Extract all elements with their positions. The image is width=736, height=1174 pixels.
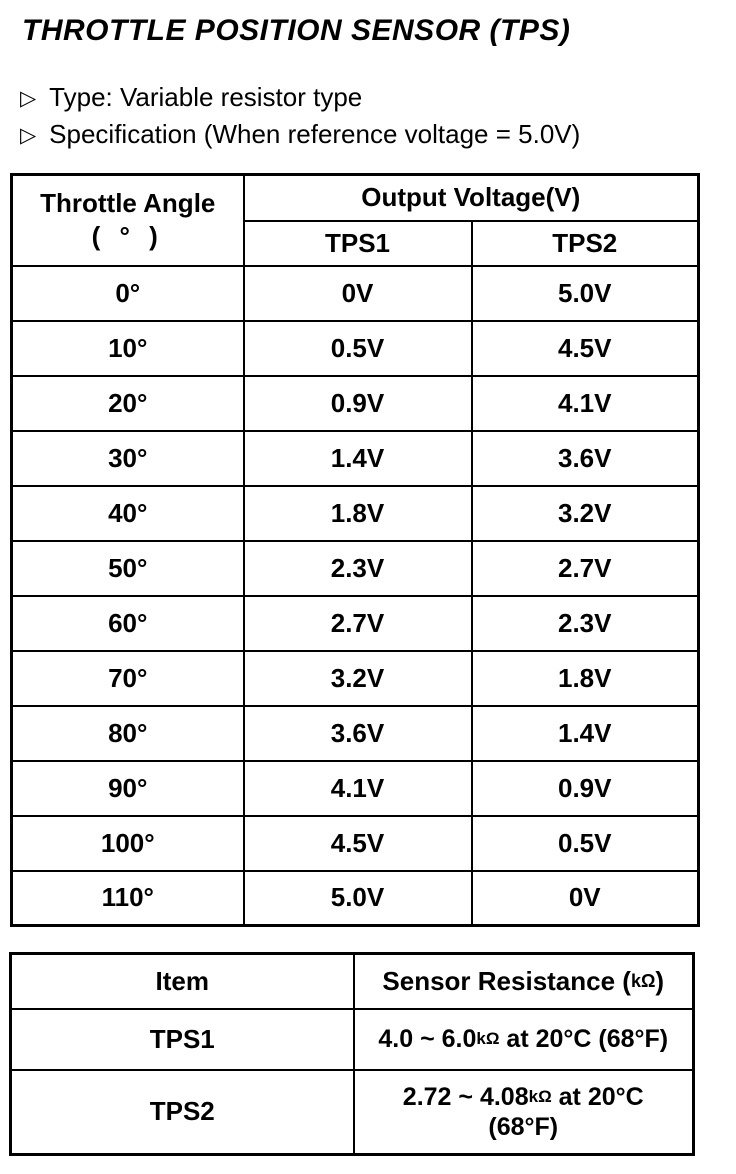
resistance-row — [11, 1009, 694, 1070]
voltage-table — [10, 173, 700, 927]
resistance-table-header-row — [11, 954, 694, 1009]
angle-cell: 10° — [12, 321, 244, 376]
angle-cell: 70° — [12, 651, 244, 706]
kilo-ohm-unit: kΩ — [528, 1086, 552, 1106]
kilo-ohm-unit: kΩ — [630, 970, 656, 991]
resistance-value: 2.72 ~ 4.08 — [402, 1082, 529, 1111]
angle-cell: 90° — [12, 761, 244, 816]
tps2-cell: 0.5V — [472, 816, 699, 871]
voltage-table-header-row — [12, 175, 699, 221]
item-cell: TPS2 — [11, 1070, 354, 1155]
tps2-cell: 4.1V — [472, 376, 699, 431]
sensor-resistance-header-label: Sensor Resistance ( — [382, 965, 631, 996]
angle-cell: 0° — [12, 266, 244, 321]
tps2-cell: 3.2V — [472, 486, 699, 541]
kilo-ohm-unit: kΩ — [476, 1029, 500, 1048]
tps2-cell: 3.6V — [472, 431, 699, 486]
tps1-column-header: TPS1 — [244, 221, 472, 266]
throttle-angle-header-label: Throttle Angle — [40, 188, 216, 219]
tps1-cell: 4.1V — [244, 761, 472, 816]
bullet-text: Type: Variable resistor type — [49, 82, 363, 112]
angle-cell: 60° — [12, 596, 244, 651]
output-voltage-header: Output Voltage(V) — [244, 175, 699, 221]
triangle-bullet-icon: ▷ — [20, 87, 37, 110]
tps1-cell: 2.7V — [244, 596, 472, 651]
sensor-resistance-header-close: ) — [655, 965, 665, 996]
table-row — [12, 651, 699, 706]
throttle-angle-header — [12, 175, 244, 266]
bullet-item-specification — [20, 117, 580, 154]
table-row — [12, 596, 699, 651]
page-title: THROTTLE POSITION SENSOR (TPS) — [22, 14, 571, 47]
resistance-value: 4.0 ~ 6.0 — [378, 1025, 477, 1053]
tps1-cell: 0V — [244, 266, 472, 321]
item-column-header: Item — [11, 954, 354, 1009]
tps2-cell: 4.5V — [472, 321, 699, 376]
resistance-condition: at 20°C (68°F) — [499, 1025, 669, 1053]
tps1-cell: 1.8V — [244, 486, 472, 541]
table-row — [12, 761, 699, 816]
tps1-cell: 4.5V — [244, 816, 472, 871]
table-row — [12, 376, 699, 431]
tps1-cell: 0.5V — [244, 321, 472, 376]
tps2-cell: 1.4V — [472, 706, 699, 761]
tps1-cell: 2.3V — [244, 541, 472, 596]
angle-cell: 100° — [12, 816, 244, 871]
tps1-cell: 0.9V — [244, 376, 472, 431]
table-row — [12, 431, 699, 486]
resistance-table — [9, 952, 695, 1156]
resistance-condition: at 20°C — [551, 1082, 644, 1111]
throttle-angle-unit: ( ° ) — [91, 221, 164, 252]
item-cell: TPS1 — [11, 1009, 354, 1070]
tps2-column-header: TPS2 — [472, 221, 699, 266]
tps2-cell: 0V — [472, 871, 699, 926]
tps2-cell: 2.3V — [472, 596, 699, 651]
angle-cell: 110° — [12, 871, 244, 926]
table-row — [12, 706, 699, 761]
bullet-text: Specification (When reference voltage = 5.0V) — [49, 119, 581, 149]
triangle-bullet-icon: ▷ — [20, 124, 37, 147]
resistance-cell — [354, 1009, 694, 1070]
tps2-cell: 1.8V — [472, 651, 699, 706]
table-row — [12, 871, 699, 926]
bullet-item-type — [20, 80, 580, 117]
tps1-cell: 3.6V — [244, 706, 472, 761]
tps1-cell: 5.0V — [244, 871, 472, 926]
tps2-cell: 2.7V — [472, 541, 699, 596]
spec-bullets — [20, 80, 580, 154]
table-row — [12, 486, 699, 541]
tps2-cell: 5.0V — [472, 266, 699, 321]
table-row — [12, 541, 699, 596]
tps1-cell: 3.2V — [244, 651, 472, 706]
tps1-cell: 1.4V — [244, 431, 472, 486]
angle-cell: 80° — [12, 706, 244, 761]
sensor-resistance-header — [354, 954, 694, 1009]
angle-cell: 40° — [12, 486, 244, 541]
angle-cell: 30° — [12, 431, 244, 486]
resistance-line1 — [356, 1082, 692, 1112]
table-row — [12, 321, 699, 376]
resistance-line2: (68°F) — [488, 1112, 559, 1141]
tps2-cell: 0.9V — [472, 761, 699, 816]
table-row — [12, 816, 699, 871]
resistance-cell — [354, 1070, 694, 1155]
angle-cell: 50° — [12, 541, 244, 596]
resistance-row — [11, 1070, 694, 1155]
table-row — [12, 266, 699, 321]
angle-cell: 20° — [12, 376, 244, 431]
